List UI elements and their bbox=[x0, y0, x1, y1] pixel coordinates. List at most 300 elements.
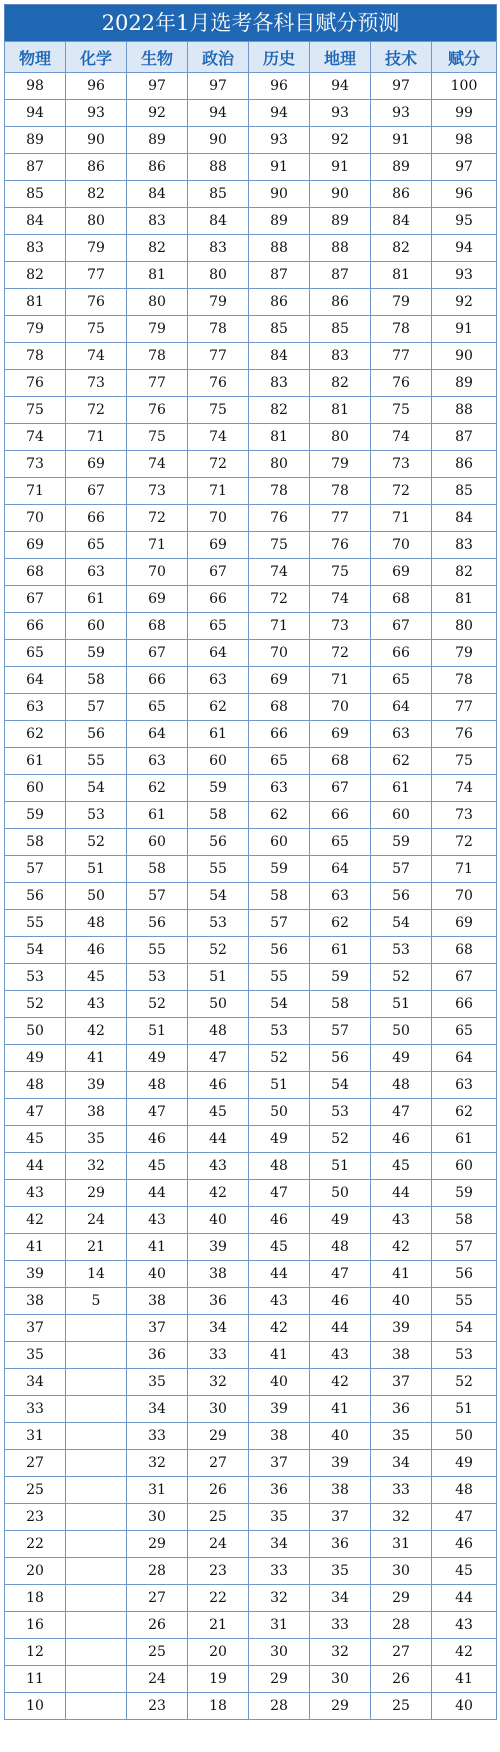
table-cell: 43 bbox=[310, 1342, 371, 1369]
table-cell: 46 bbox=[310, 1288, 371, 1315]
table-cell bbox=[66, 1369, 127, 1396]
table-cell: 10 bbox=[5, 1693, 66, 1720]
table-cell: 85 bbox=[249, 316, 310, 343]
table-cell: 75 bbox=[249, 532, 310, 559]
table-cell: 56 bbox=[371, 883, 432, 910]
table-cell: 53 bbox=[310, 1099, 371, 1126]
header-assigned-score: 赋分 bbox=[432, 42, 497, 73]
table-cell: 46 bbox=[371, 1126, 432, 1153]
table-row bbox=[5, 883, 497, 910]
table-cell: 19 bbox=[188, 1666, 249, 1693]
table-cell: 69 bbox=[66, 451, 127, 478]
table-cell: 52 bbox=[249, 1045, 310, 1072]
table-cell: 55 bbox=[188, 856, 249, 883]
table-cell: 91 bbox=[371, 127, 432, 154]
table-cell: 71 bbox=[188, 478, 249, 505]
table-cell: 29 bbox=[249, 1666, 310, 1693]
table-cell: 29 bbox=[371, 1585, 432, 1612]
table-cell: 89 bbox=[310, 208, 371, 235]
table-cell: 82 bbox=[249, 397, 310, 424]
table-cell: 23 bbox=[127, 1693, 188, 1720]
table-cell: 33 bbox=[188, 1342, 249, 1369]
table-cell: 85 bbox=[5, 181, 66, 208]
table-cell: 22 bbox=[188, 1585, 249, 1612]
table-cell: 74 bbox=[432, 775, 497, 802]
table-cell: 65 bbox=[188, 613, 249, 640]
table-cell: 20 bbox=[5, 1558, 66, 1585]
table-cell: 64 bbox=[432, 1045, 497, 1072]
table-row bbox=[5, 1585, 497, 1612]
table-cell: 96 bbox=[249, 73, 310, 100]
table-cell: 54 bbox=[249, 991, 310, 1018]
table-cell: 11 bbox=[5, 1666, 66, 1693]
table-cell: 64 bbox=[5, 667, 66, 694]
header-geography: 地理 bbox=[310, 42, 371, 73]
table-cell: 56 bbox=[66, 721, 127, 748]
table-cell: 78 bbox=[5, 343, 66, 370]
table-cell: 37 bbox=[310, 1504, 371, 1531]
table-cell: 45 bbox=[249, 1234, 310, 1261]
table-cell: 38 bbox=[371, 1342, 432, 1369]
table-cell: 27 bbox=[371, 1639, 432, 1666]
table-cell: 38 bbox=[249, 1423, 310, 1450]
table-cell: 36 bbox=[127, 1342, 188, 1369]
table-cell: 37 bbox=[371, 1369, 432, 1396]
table-cell: 82 bbox=[432, 559, 497, 586]
table-cell: 30 bbox=[188, 1396, 249, 1423]
table-cell bbox=[66, 1639, 127, 1666]
table-cell bbox=[66, 1693, 127, 1720]
table-cell: 68 bbox=[249, 694, 310, 721]
table-cell: 78 bbox=[371, 316, 432, 343]
table-cell: 81 bbox=[127, 262, 188, 289]
table-cell: 71 bbox=[310, 667, 371, 694]
table-cell: 99 bbox=[432, 100, 497, 127]
table-cell: 61 bbox=[432, 1126, 497, 1153]
table-cell: 26 bbox=[188, 1477, 249, 1504]
table-cell: 94 bbox=[249, 100, 310, 127]
table-cell: 35 bbox=[66, 1126, 127, 1153]
table-cell: 37 bbox=[249, 1450, 310, 1477]
table-cell: 64 bbox=[188, 640, 249, 667]
table-cell: 75 bbox=[371, 397, 432, 424]
table-cell: 42 bbox=[249, 1315, 310, 1342]
table-row bbox=[5, 1261, 497, 1288]
table-cell: 78 bbox=[432, 667, 497, 694]
table-cell bbox=[66, 1531, 127, 1558]
table-cell: 82 bbox=[310, 370, 371, 397]
table-cell: 77 bbox=[66, 262, 127, 289]
table-cell: 73 bbox=[5, 451, 66, 478]
table-cell: 48 bbox=[188, 1018, 249, 1045]
table-cell: 92 bbox=[432, 289, 497, 316]
table-cell: 97 bbox=[371, 73, 432, 100]
table-cell: 73 bbox=[371, 451, 432, 478]
table-cell: 76 bbox=[5, 370, 66, 397]
table-cell: 80 bbox=[249, 451, 310, 478]
table-cell: 55 bbox=[5, 910, 66, 937]
table-cell: 45 bbox=[66, 964, 127, 991]
table-cell: 60 bbox=[249, 829, 310, 856]
table-cell: 44 bbox=[371, 1180, 432, 1207]
table-cell: 57 bbox=[5, 856, 66, 883]
table-cell: 34 bbox=[310, 1585, 371, 1612]
table-cell: 59 bbox=[249, 856, 310, 883]
table-cell: 51 bbox=[310, 1153, 371, 1180]
table-cell: 57 bbox=[127, 883, 188, 910]
table-cell: 39 bbox=[66, 1072, 127, 1099]
table-cell: 48 bbox=[432, 1477, 497, 1504]
table-cell: 76 bbox=[371, 370, 432, 397]
table-cell: 69 bbox=[5, 532, 66, 559]
table-cell: 42 bbox=[371, 1234, 432, 1261]
table-cell: 59 bbox=[66, 640, 127, 667]
table-cell: 60 bbox=[66, 613, 127, 640]
table-row bbox=[5, 1612, 497, 1639]
table-cell: 41 bbox=[249, 1342, 310, 1369]
table-cell: 24 bbox=[66, 1207, 127, 1234]
table-cell: 78 bbox=[249, 478, 310, 505]
table-cell: 86 bbox=[249, 289, 310, 316]
table-cell: 34 bbox=[127, 1396, 188, 1423]
table-cell: 92 bbox=[127, 100, 188, 127]
table-cell: 56 bbox=[310, 1045, 371, 1072]
table-cell: 63 bbox=[188, 667, 249, 694]
table-cell: 53 bbox=[432, 1342, 497, 1369]
table-row bbox=[5, 775, 497, 802]
table-cell: 43 bbox=[188, 1153, 249, 1180]
table-cell: 62 bbox=[371, 748, 432, 775]
table-cell: 72 bbox=[310, 640, 371, 667]
table-cell: 54 bbox=[5, 937, 66, 964]
table-cell: 51 bbox=[66, 856, 127, 883]
table-cell: 91 bbox=[432, 316, 497, 343]
table-title: 2022年1月选考各科目赋分预测 bbox=[4, 4, 497, 41]
table-cell: 32 bbox=[127, 1450, 188, 1477]
table-cell: 36 bbox=[188, 1288, 249, 1315]
table-cell: 65 bbox=[310, 829, 371, 856]
table-row bbox=[5, 721, 497, 748]
table-cell: 98 bbox=[432, 127, 497, 154]
table-row bbox=[5, 478, 497, 505]
table-cell: 94 bbox=[188, 100, 249, 127]
table-cell bbox=[66, 1342, 127, 1369]
table-cell: 97 bbox=[127, 73, 188, 100]
table-cell: 79 bbox=[432, 640, 497, 667]
table-cell: 33 bbox=[249, 1558, 310, 1585]
table-cell: 38 bbox=[188, 1261, 249, 1288]
table-cell: 64 bbox=[127, 721, 188, 748]
table-cell: 18 bbox=[5, 1585, 66, 1612]
table-cell: 66 bbox=[432, 991, 497, 1018]
table-cell: 48 bbox=[249, 1153, 310, 1180]
table-cell: 82 bbox=[5, 262, 66, 289]
table-cell: 25 bbox=[371, 1693, 432, 1720]
table-cell: 94 bbox=[310, 73, 371, 100]
table-cell: 56 bbox=[249, 937, 310, 964]
header-physics: 物理 bbox=[5, 42, 66, 73]
table-cell bbox=[66, 1423, 127, 1450]
table-row bbox=[5, 1369, 497, 1396]
table-cell: 74 bbox=[188, 424, 249, 451]
header-history: 历史 bbox=[249, 42, 310, 73]
table-cell: 63 bbox=[432, 1072, 497, 1099]
table-cell: 21 bbox=[66, 1234, 127, 1261]
table-cell: 66 bbox=[249, 721, 310, 748]
table-cell: 81 bbox=[5, 289, 66, 316]
table-cell: 71 bbox=[66, 424, 127, 451]
table-row bbox=[5, 397, 497, 424]
table-cell: 39 bbox=[249, 1396, 310, 1423]
table-cell: 90 bbox=[310, 181, 371, 208]
table-cell: 44 bbox=[249, 1261, 310, 1288]
table-cell: 69 bbox=[371, 559, 432, 586]
table-cell: 38 bbox=[66, 1099, 127, 1126]
table-cell: 22 bbox=[5, 1531, 66, 1558]
table-cell: 41 bbox=[5, 1234, 66, 1261]
table-row bbox=[5, 856, 497, 883]
table-cell: 36 bbox=[371, 1396, 432, 1423]
table-cell: 40 bbox=[432, 1693, 497, 1720]
table-cell: 21 bbox=[188, 1612, 249, 1639]
table-cell: 89 bbox=[5, 127, 66, 154]
table-cell: 82 bbox=[66, 181, 127, 208]
table-row bbox=[5, 343, 497, 370]
table-cell: 66 bbox=[66, 505, 127, 532]
table-row bbox=[5, 127, 497, 154]
table-cell: 31 bbox=[127, 1477, 188, 1504]
table-cell: 65 bbox=[66, 532, 127, 559]
table-cell: 30 bbox=[127, 1504, 188, 1531]
table-cell: 57 bbox=[66, 694, 127, 721]
table-cell: 54 bbox=[371, 910, 432, 937]
table-cell: 93 bbox=[371, 100, 432, 127]
table-cell: 30 bbox=[310, 1666, 371, 1693]
table-cell: 45 bbox=[5, 1126, 66, 1153]
table-cell: 26 bbox=[371, 1666, 432, 1693]
table-cell: 70 bbox=[432, 883, 497, 910]
table-cell: 58 bbox=[310, 991, 371, 1018]
table-cell: 62 bbox=[432, 1099, 497, 1126]
table-cell: 78 bbox=[127, 343, 188, 370]
table-cell: 83 bbox=[127, 208, 188, 235]
table-cell: 43 bbox=[127, 1207, 188, 1234]
table-cell: 78 bbox=[188, 316, 249, 343]
table-cell bbox=[66, 1666, 127, 1693]
table-cell: 49 bbox=[432, 1450, 497, 1477]
table-cell: 47 bbox=[188, 1045, 249, 1072]
table-cell: 52 bbox=[371, 964, 432, 991]
table-cell: 63 bbox=[249, 775, 310, 802]
table-row bbox=[5, 370, 497, 397]
table-row bbox=[5, 289, 497, 316]
table-cell: 94 bbox=[432, 235, 497, 262]
table-cell: 49 bbox=[310, 1207, 371, 1234]
table-cell: 79 bbox=[310, 451, 371, 478]
table-cell: 67 bbox=[66, 478, 127, 505]
table-cell: 80 bbox=[188, 262, 249, 289]
table-row bbox=[5, 1396, 497, 1423]
table-cell: 52 bbox=[188, 937, 249, 964]
table-cell: 87 bbox=[5, 154, 66, 181]
table-cell: 55 bbox=[127, 937, 188, 964]
table-cell: 62 bbox=[127, 775, 188, 802]
table-cell: 72 bbox=[127, 505, 188, 532]
table-cell: 67 bbox=[188, 559, 249, 586]
table-cell bbox=[66, 1477, 127, 1504]
table-cell: 79 bbox=[371, 289, 432, 316]
table-cell: 56 bbox=[127, 910, 188, 937]
table-cell: 29 bbox=[127, 1531, 188, 1558]
table-cell bbox=[66, 1558, 127, 1585]
table-cell: 58 bbox=[66, 667, 127, 694]
table-cell: 84 bbox=[5, 208, 66, 235]
table-cell: 33 bbox=[127, 1423, 188, 1450]
table-cell: 58 bbox=[127, 856, 188, 883]
table-cell: 83 bbox=[310, 343, 371, 370]
table-cell: 52 bbox=[66, 829, 127, 856]
table-cell: 88 bbox=[188, 154, 249, 181]
table-cell: 23 bbox=[188, 1558, 249, 1585]
table-cell bbox=[66, 1315, 127, 1342]
table-cell: 51 bbox=[249, 1072, 310, 1099]
header-biology: 生物 bbox=[127, 42, 188, 73]
table-cell: 53 bbox=[66, 802, 127, 829]
table-cell: 76 bbox=[66, 289, 127, 316]
table-cell: 35 bbox=[371, 1423, 432, 1450]
table-cell: 70 bbox=[310, 694, 371, 721]
table-row bbox=[5, 748, 497, 775]
table-row bbox=[5, 505, 497, 532]
table-cell: 98 bbox=[5, 73, 66, 100]
table-cell: 72 bbox=[432, 829, 497, 856]
table-row bbox=[5, 1234, 497, 1261]
table-cell: 90 bbox=[188, 127, 249, 154]
table-cell: 74 bbox=[127, 451, 188, 478]
table-cell: 62 bbox=[5, 721, 66, 748]
table-row bbox=[5, 316, 497, 343]
table-cell: 100 bbox=[432, 73, 497, 100]
table-cell: 43 bbox=[5, 1180, 66, 1207]
table-cell: 66 bbox=[5, 613, 66, 640]
table-cell: 44 bbox=[310, 1315, 371, 1342]
table-cell: 32 bbox=[66, 1153, 127, 1180]
table-cell: 88 bbox=[310, 235, 371, 262]
table-cell: 75 bbox=[432, 748, 497, 775]
table-cell: 58 bbox=[432, 1207, 497, 1234]
table-cell: 32 bbox=[310, 1639, 371, 1666]
table-cell: 97 bbox=[188, 73, 249, 100]
table-cell: 83 bbox=[249, 370, 310, 397]
table-cell: 60 bbox=[432, 1153, 497, 1180]
table-cell: 61 bbox=[5, 748, 66, 775]
table-cell: 35 bbox=[127, 1369, 188, 1396]
table-cell: 36 bbox=[310, 1531, 371, 1558]
table-cell: 96 bbox=[432, 181, 497, 208]
table-cell: 69 bbox=[188, 532, 249, 559]
table-cell: 42 bbox=[5, 1207, 66, 1234]
table-cell: 59 bbox=[5, 802, 66, 829]
table-cell: 25 bbox=[5, 1477, 66, 1504]
table-cell: 64 bbox=[371, 694, 432, 721]
table-cell: 42 bbox=[310, 1369, 371, 1396]
table-cell: 72 bbox=[188, 451, 249, 478]
table-row bbox=[5, 235, 497, 262]
table-cell: 76 bbox=[310, 532, 371, 559]
table-row bbox=[5, 154, 497, 181]
table-cell: 32 bbox=[249, 1585, 310, 1612]
table-cell: 92 bbox=[310, 127, 371, 154]
header-chemistry: 化学 bbox=[66, 42, 127, 73]
table-row bbox=[5, 964, 497, 991]
table-cell: 73 bbox=[310, 613, 371, 640]
table-cell: 83 bbox=[5, 235, 66, 262]
table-cell: 46 bbox=[66, 937, 127, 964]
table-cell: 90 bbox=[66, 127, 127, 154]
table-row bbox=[5, 937, 497, 964]
table-row bbox=[5, 910, 497, 937]
table-cell: 18 bbox=[188, 1693, 249, 1720]
table-cell bbox=[66, 1396, 127, 1423]
table-cell: 55 bbox=[249, 964, 310, 991]
table-cell: 67 bbox=[5, 586, 66, 613]
table-cell: 83 bbox=[188, 235, 249, 262]
table-cell bbox=[66, 1504, 127, 1531]
table-cell: 47 bbox=[249, 1180, 310, 1207]
table-cell: 40 bbox=[188, 1207, 249, 1234]
table-cell: 42 bbox=[432, 1639, 497, 1666]
table-cell: 58 bbox=[188, 802, 249, 829]
table-cell: 25 bbox=[188, 1504, 249, 1531]
table-cell: 74 bbox=[371, 424, 432, 451]
table-cell: 38 bbox=[5, 1288, 66, 1315]
table-cell: 41 bbox=[66, 1045, 127, 1072]
table-cell: 53 bbox=[249, 1018, 310, 1045]
table-row bbox=[5, 1477, 497, 1504]
table-cell: 72 bbox=[249, 586, 310, 613]
table-cell: 62 bbox=[188, 694, 249, 721]
table-cell: 71 bbox=[249, 613, 310, 640]
table-cell: 20 bbox=[188, 1639, 249, 1666]
table-cell: 50 bbox=[188, 991, 249, 1018]
table-cell: 88 bbox=[432, 397, 497, 424]
table-row bbox=[5, 1504, 497, 1531]
table-cell: 38 bbox=[127, 1288, 188, 1315]
table-cell: 70 bbox=[371, 532, 432, 559]
table-cell: 69 bbox=[127, 586, 188, 613]
table-row bbox=[5, 1207, 497, 1234]
table-row bbox=[5, 1315, 497, 1342]
table-cell: 65 bbox=[249, 748, 310, 775]
table-cell: 59 bbox=[432, 1180, 497, 1207]
table-cell: 68 bbox=[127, 613, 188, 640]
table-row bbox=[5, 181, 497, 208]
table-row bbox=[5, 667, 497, 694]
table-cell: 26 bbox=[127, 1612, 188, 1639]
table-cell: 58 bbox=[249, 883, 310, 910]
table-cell: 86 bbox=[310, 289, 371, 316]
table-row bbox=[5, 1342, 497, 1369]
table-cell: 50 bbox=[5, 1018, 66, 1045]
table-cell: 34 bbox=[249, 1531, 310, 1558]
table-cell: 97 bbox=[432, 154, 497, 181]
table-cell: 82 bbox=[127, 235, 188, 262]
table-cell: 56 bbox=[5, 883, 66, 910]
table-row bbox=[5, 1153, 497, 1180]
table-cell: 87 bbox=[432, 424, 497, 451]
table-cell: 14 bbox=[66, 1261, 127, 1288]
table-cell: 60 bbox=[127, 829, 188, 856]
